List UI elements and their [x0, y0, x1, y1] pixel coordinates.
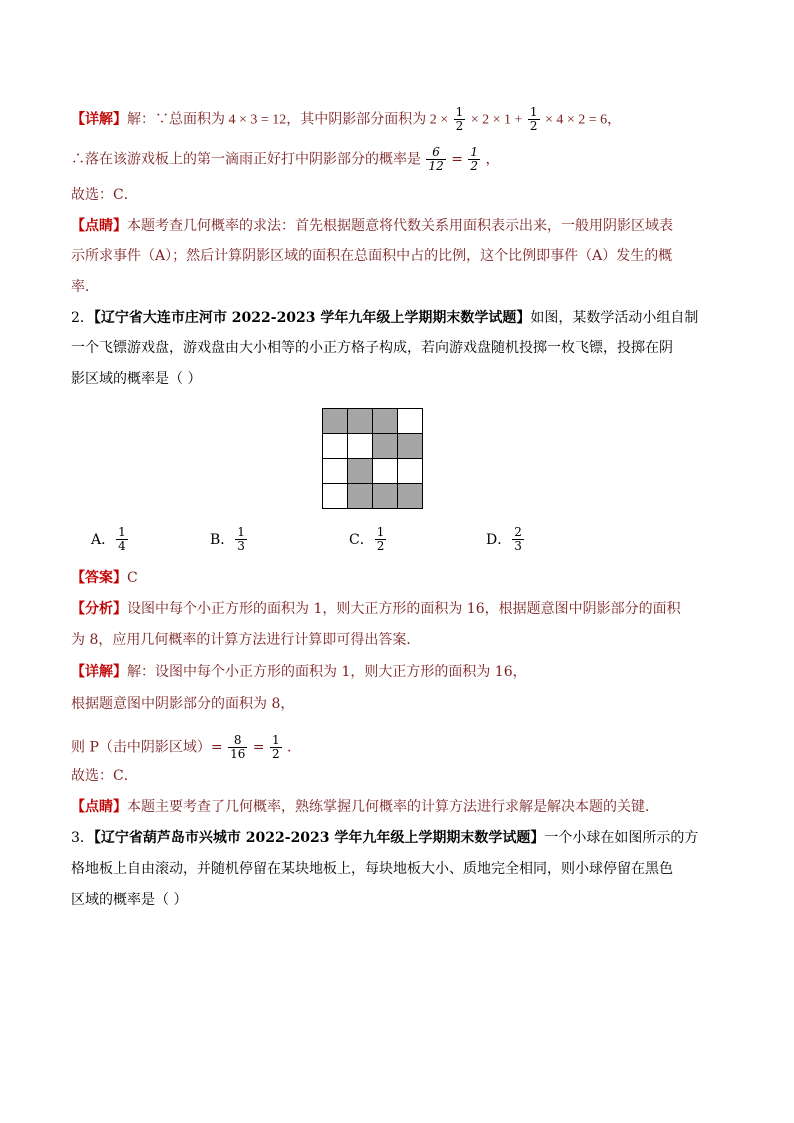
q1-comment-line2: 示所求事件（A）；然后计算阴影区域的面积在总面积中占的比例，这个比例即事件（A）发生的概 — [71, 248, 673, 264]
fraction: $\frac{1}{2}$ — [529, 105, 538, 133]
grid-cell-blank — [398, 409, 423, 434]
grid-cell-blank — [323, 459, 348, 484]
fraction: $\frac{1}{2}$ — [271, 733, 280, 761]
grid-cell-shaded — [398, 434, 423, 459]
q2-analysis-line2: 为 8，应用几何概率的计算方法进行计算即可得出答案． — [71, 632, 421, 648]
q2-detail-line1 — [71, 662, 527, 682]
question-source: 【辽宁省葫芦岛市兴城市 2022-2023 学年九年级上学期期末数学试题】 — [93, 830, 545, 846]
comment-text: 本题考查几何概率的求法：首先根据题意将代数关系用面积表示出来，一般用阴影区域表 — [127, 218, 673, 234]
grid-cell-blank — [373, 459, 398, 484]
equals-sign: = — [252, 739, 265, 756]
fraction: $\frac{6}{12}$ — [428, 145, 444, 173]
detail-text: 则 P（击中阴影区域）= — [71, 739, 223, 756]
option-fraction: $\frac{1}{3}$ — [237, 525, 245, 553]
q2-analysis-line1 — [71, 599, 681, 619]
analysis-tag: 【分析】 — [71, 601, 127, 617]
q2-detail-line3 — [71, 734, 301, 761]
detail-text: ∴落在该游戏板上的第一滴雨正好打中阴影部分的概率是 — [71, 151, 421, 168]
q1-detail-line1 — [71, 106, 621, 133]
grid-cell-blank — [323, 484, 348, 509]
fraction: $\frac{8}{16}$ — [230, 733, 246, 761]
grid-cell-blank — [348, 434, 373, 459]
q2-answer — [71, 568, 138, 588]
q2-choice: 故选：C． — [71, 768, 138, 784]
option-b — [210, 526, 248, 553]
option-label: D． — [486, 531, 512, 548]
q1-choice: 故选：C． — [71, 187, 138, 203]
option-fraction: $\frac{2}{3}$ — [514, 525, 522, 553]
detail-text: × 4 × 2 = 6， — [544, 112, 622, 128]
option-a — [91, 526, 129, 553]
option-d — [486, 526, 525, 553]
comment-tag: 【点睛】 — [71, 799, 127, 815]
analysis-text: 设图中每个小正方形的面积为 1，则大正方形的面积为 16，根据题意图中阴影部分的面积 — [127, 601, 681, 617]
q3-stem-line3: 区域的概率是（ ） — [71, 892, 188, 908]
detail-tag: 【详解】 — [71, 111, 127, 128]
grid-cell-shaded — [373, 434, 398, 459]
grid-cell-blank — [398, 459, 423, 484]
question-text: 如图，某数学活动小组自制 — [530, 310, 699, 326]
grid-cell-shaded — [373, 484, 398, 509]
detail-text: ． — [287, 739, 302, 756]
q1-detail-line2 — [71, 146, 499, 173]
q1-comment-line3: 率． — [71, 279, 99, 295]
q3-stem-line1 — [71, 828, 698, 848]
q1-comment-line1 — [71, 216, 673, 236]
equals-sign: = — [451, 151, 463, 168]
question-number: 3． — [71, 830, 94, 846]
fraction: $\frac{1}{2}$ — [455, 105, 464, 133]
detail-text: ， — [485, 151, 500, 168]
grid-cell-shaded — [373, 409, 398, 434]
q2-comment — [71, 797, 659, 817]
detail-text: 解：设图中每个小正方形的面积为 1，则大正方形的面积为 16， — [127, 664, 527, 680]
comment-text: 本题主要考查了几何概率，熟练掌握几何概率的计算方法进行求解是解决本题的关键． — [127, 799, 659, 815]
comment-tag: 【点睛】 — [71, 218, 127, 234]
detail-text: 解：∵总面积为 4 × 3 = 12，其中阴影部分面积为 2 × — [127, 112, 449, 128]
grid-cell-shaded — [348, 484, 373, 509]
q3-stem-line2: 格地板上自由滚动，并随机停留在某块地板上，每块地板大小、质地完全相同，则小球停留在黑色 — [71, 861, 673, 877]
grid-cell-shaded — [348, 459, 373, 484]
option-label: C． — [349, 531, 374, 548]
answer-tag: 【答案】 — [71, 570, 127, 586]
dartboard-grid — [322, 408, 423, 509]
grid-cell-shaded — [323, 409, 348, 434]
option-fraction: $\frac{1}{4}$ — [118, 525, 126, 553]
fraction: $\frac{1}{2}$ — [470, 145, 479, 173]
q2-stem-line2: 一个飞镖游戏盘，游戏盘由大小相等的小正方格子构成，若向游戏盘随机投掷一枚飞镖，投掷在阴 — [71, 340, 673, 356]
q2-stem-line3: 影区域的概率是（ ） — [71, 371, 202, 387]
q2-stem-line1 — [71, 308, 698, 328]
detail-tag: 【详解】 — [71, 664, 127, 680]
option-label: B． — [210, 531, 235, 548]
option-fraction: $\frac{1}{2}$ — [376, 525, 385, 553]
answer-value: C — [127, 570, 138, 586]
question-number: 2． — [71, 310, 94, 326]
grid-cell-blank — [323, 434, 348, 459]
q2-detail-line2: 根据题意图中阴影部分的面积为 8， — [71, 696, 295, 712]
option-c — [349, 526, 387, 553]
question-source: 【辽宁省大连市庄河市 2022-2023 学年九年级上学期期末数学试题】 — [93, 310, 531, 326]
question-text: 一个小球在如图所示的方 — [544, 830, 699, 846]
option-label: A． — [91, 531, 116, 548]
grid-cell-shaded — [398, 484, 423, 509]
detail-text: × 2 × 1 + — [470, 112, 523, 128]
grid-cell-shaded — [348, 409, 373, 434]
